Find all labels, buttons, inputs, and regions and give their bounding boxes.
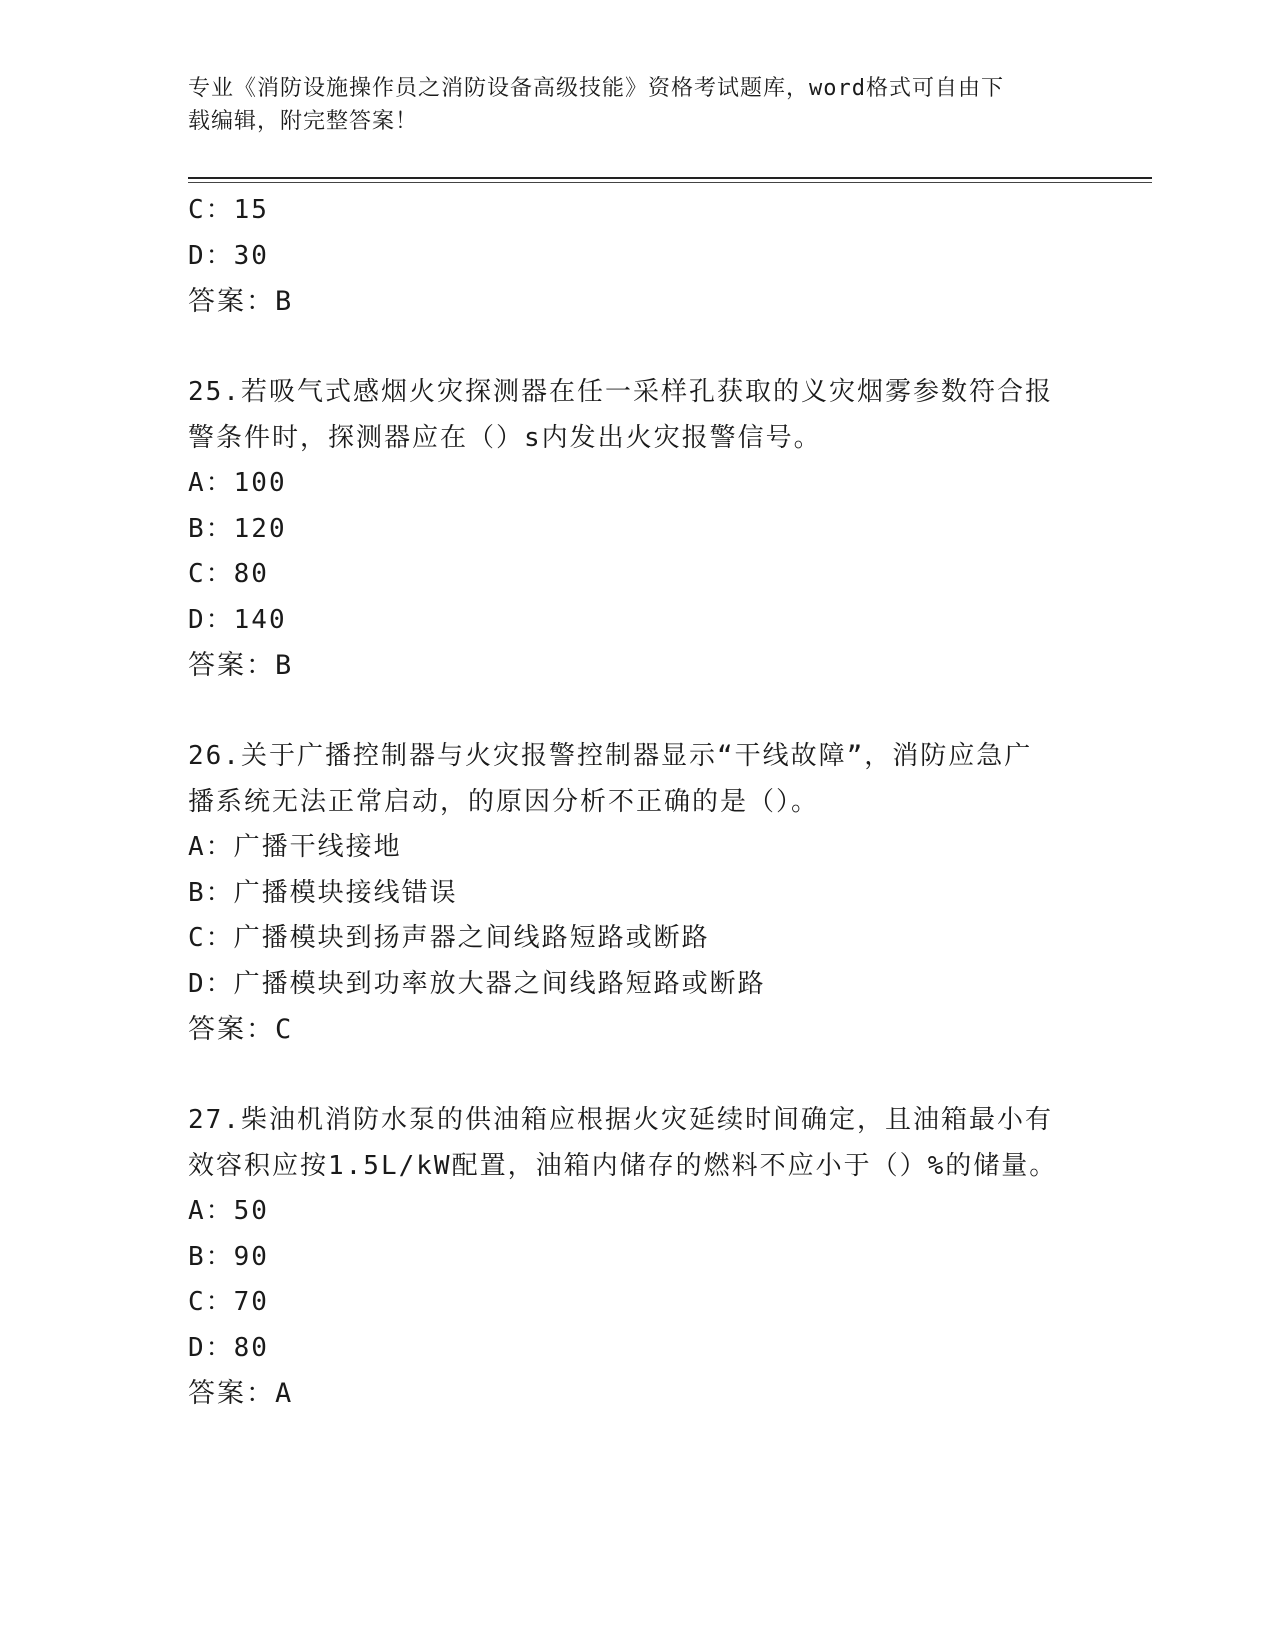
question-stem-line-2: 播系统无法正常启动，的原因分析不正确的是（）。 xyxy=(188,786,820,817)
question-stem-line-2: 警条件时，探测器应在（）s内发出火灾报警信号。 xyxy=(188,422,822,453)
option-d: D：80 xyxy=(188,1332,269,1363)
option-c: C：广播模块到扬声器之间线路短路或断路 xyxy=(188,923,710,953)
option-c: C：70 xyxy=(188,1287,269,1317)
question-stem-line-1: 25.若吸气式感烟火灾探测器在任一采样孔获取的义灾烟雾参数符合报 xyxy=(188,377,1053,407)
question-stem-line-1: 27.柴油机消防水泵的供油箱应根据火灾延续时间确定，且油箱最小有 xyxy=(188,1105,1053,1135)
option-a: A：广播干线接地 xyxy=(188,832,402,862)
question-list xyxy=(188,188,1088,1417)
option-d: D：广播模块到功率放大器之间线路短路或断路 xyxy=(188,968,766,999)
header-title-line-2: 载编辑，附完整答案！ xyxy=(188,109,419,134)
option-b: B：120 xyxy=(188,513,287,544)
header-divider-thick xyxy=(188,177,1152,179)
option-b: B：广播模块接线错误 xyxy=(188,877,458,908)
option-c: C：15 xyxy=(188,195,269,225)
option-a: A：100 xyxy=(188,468,287,498)
header-title-line-1: 专业《消防设施操作员之消防设备高级技能》资格考试题库，word格式可自由下 xyxy=(188,76,1004,101)
question-26 xyxy=(188,734,1088,1053)
document-header xyxy=(188,72,1068,138)
question-24-tail xyxy=(188,188,1088,325)
header-divider-thin xyxy=(188,182,1152,183)
option-d: D：140 xyxy=(188,604,287,635)
option-b: B：90 xyxy=(188,1241,269,1272)
answer: 答案：B xyxy=(188,650,294,681)
option-c: C：80 xyxy=(188,559,269,589)
answer: 答案：B xyxy=(188,286,294,317)
option-a: A：50 xyxy=(188,1196,269,1226)
spacer xyxy=(188,1053,1088,1099)
spacer xyxy=(188,325,1088,371)
question-27 xyxy=(188,1098,1088,1417)
answer: 答案：C xyxy=(188,1014,294,1045)
question-25 xyxy=(188,370,1088,689)
question-stem-line-2: 效容积应按1.5L/kW配置，油箱内储存的燃料不应小于（）%的储量。 xyxy=(188,1150,1058,1181)
answer: 答案：A xyxy=(188,1378,294,1409)
spacer xyxy=(188,689,1088,735)
question-stem-line-1: 26.关于广播控制器与火灾报警控制器显示“干线故障”，消防应急广 xyxy=(188,741,1033,771)
option-d: D：30 xyxy=(188,240,269,271)
